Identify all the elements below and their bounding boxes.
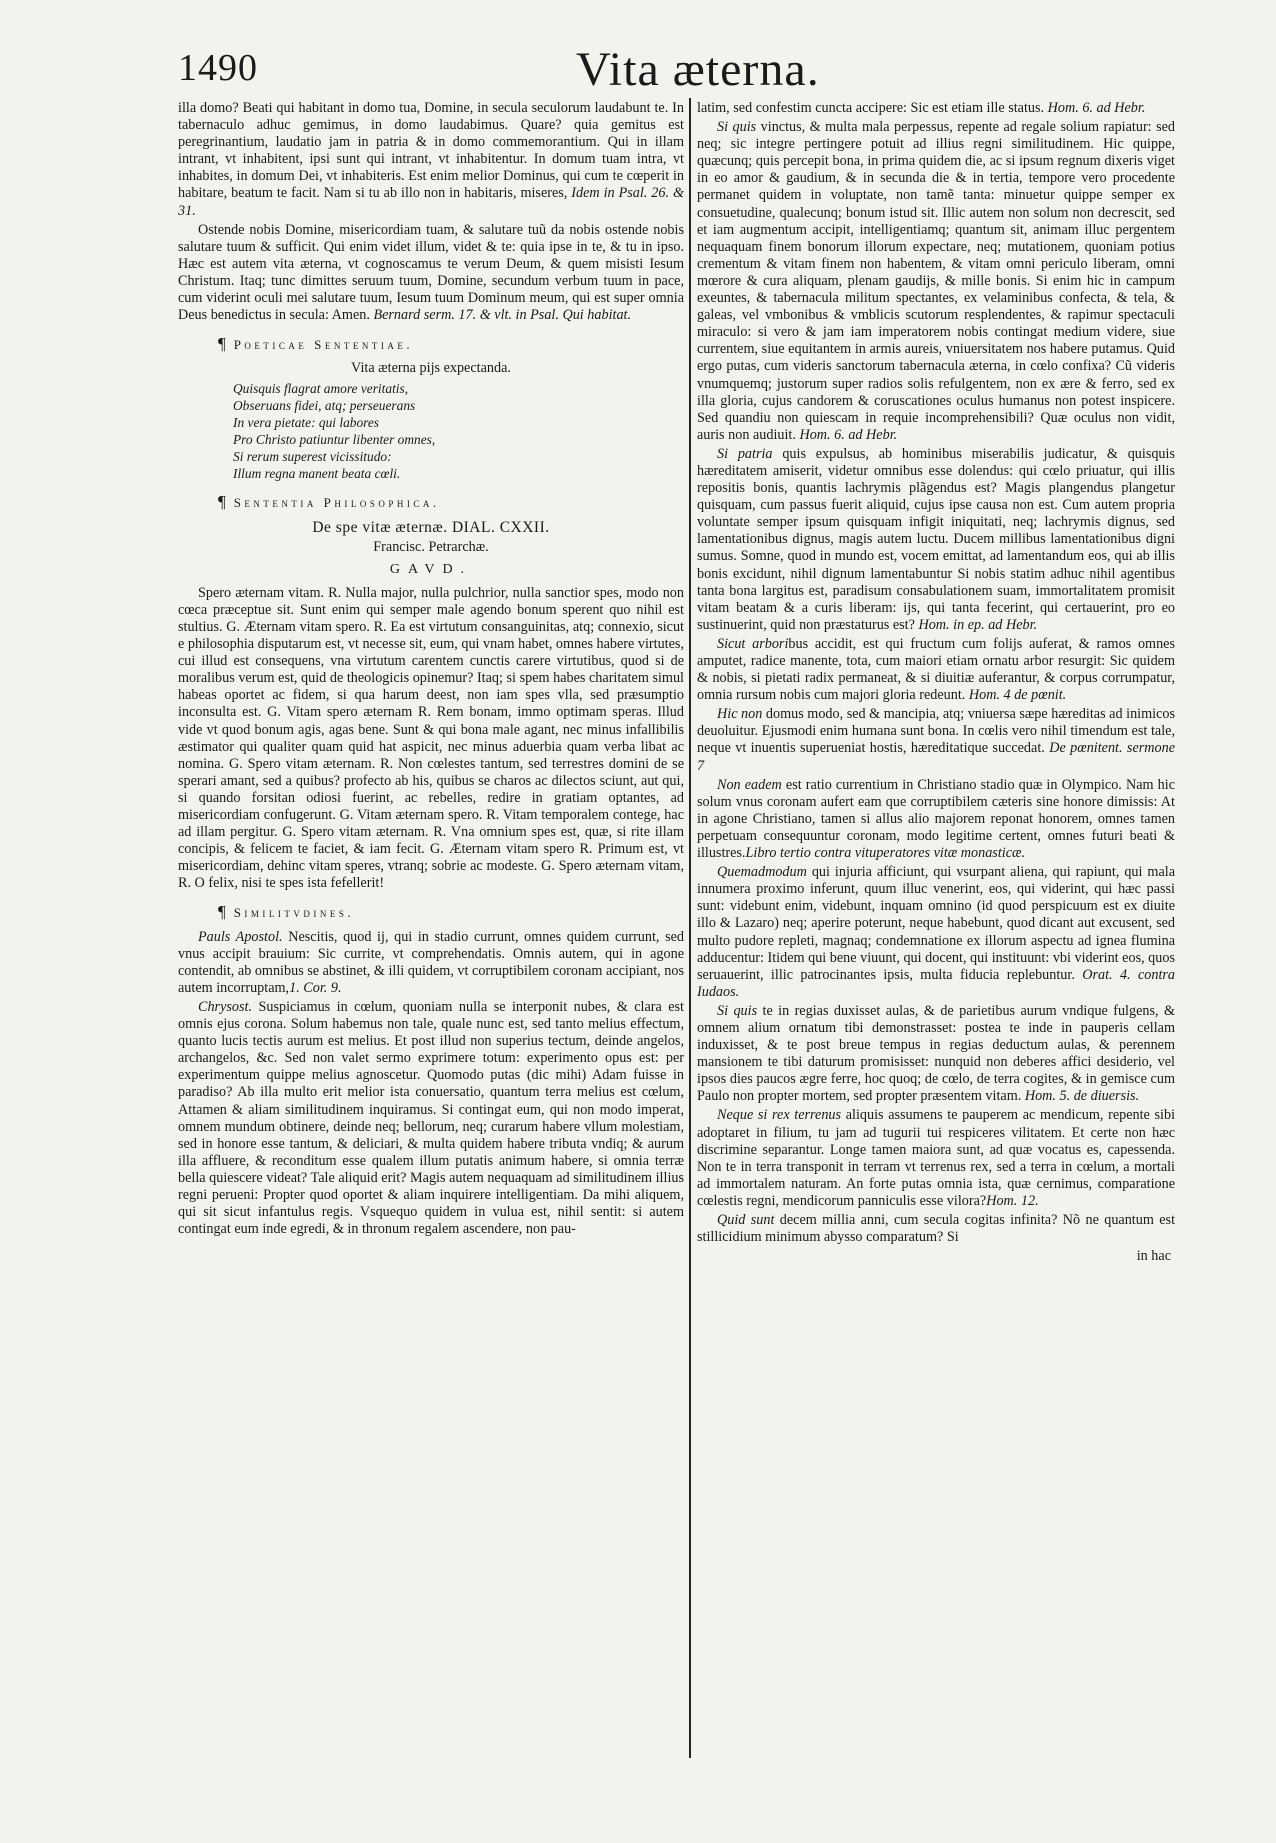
citation: Hom. 6. ad Hebr. [799, 426, 898, 443]
paragraph-text: Ostende nobis Domine, misericordiam tuam, & salutare tuũ da nobis ostende nobis salutare tuum & sufficit. Qui enim videt illum, videt & te: quia ipse in te, & tu in ipso. Hæc est autem vita æterna, vt cognoscamus te verum Deum, & quem misisti Iesum Christum. Itaq; tunc dimittes seruum tuum, Domine, secundum verbum tuum in pace, cum viderint oculi mei salutare tuum, Iesum tuum Dominum meum, qui est super omnia Deus benedictus in secula: Amen. [178, 221, 684, 324]
citation: Hom. 5. de diuersis. [1024, 1088, 1140, 1105]
paragraph [178, 999, 684, 1238]
section-heading-philosophica [218, 493, 684, 511]
poem-line: Illum regna manent beata cœli. [233, 466, 401, 482]
lead-words: Si quis [717, 1002, 758, 1019]
paragraph-text: est ratio currentium in Christiano stadio quæ in Olympico. Nam hic solum vnus coronam aufert eam que corruptibilem cæteris sine honore dimissis: At in agone Christiano, tamen si allus alio majorem reponat honorem, omnes tamen perpetuam consequuntur coronam, modo legitime certent, omnes futuri beati & illustres. [697, 776, 1175, 862]
speaker-heading: GAVD. [389, 561, 473, 577]
paragraph-text: decem millia anni, cum secula cogitas infinita? Nõ ne quantum est stillicidium minimum abysso comparatum? Si [697, 1212, 1176, 1246]
paragraph [697, 446, 1175, 634]
paragraph-text: te in regias duxisset aulas, & de parietibus aurum vndique fulgens, & omnem alium ornatum tibi demonstrasset: postea te inde in pauperis cellam induxisset, & te post breue tempus in regias deductum aulas, & perennem mansionem te tibi daturum promisisset: nunquid non deberes affici desiderio, vel ipsos dies paucos ægre ferre, hoc quoq; de cœlo, de terra cogites, & in gemisce cum Paulo non propter mortem, sed propter præsentem vitam. [697, 1002, 1175, 1105]
lead-words: Hic non [717, 706, 763, 723]
citation: Bernard serm. 17. & vlt. in Psal. Qui habitat. [373, 307, 632, 324]
lead-words: Si patria [717, 445, 773, 462]
citation: 1. Cor. 9. [289, 979, 342, 996]
paragraph [697, 1212, 1175, 1246]
paragraph-text: latim, sed confestim cuncta accipere: Sic est etiam ille status. [697, 100, 1045, 116]
citation: Orat. 4. contra Iudaos. [697, 966, 1176, 1000]
lead-words: Si quis [717, 119, 757, 136]
lead-words: Neque si rex terrenus [717, 1107, 842, 1124]
lead-words: Quid sunt [717, 1212, 775, 1228]
paragraph: Spero æternam vitam. R. Nulla major, nulla pulchrior, nulla sanctior spes, modo non cœca præceptue sit. Sunt enim qui semper male agendo bonum sperent quo nihil est stultius. G. Æternam vitam spero. R. Ea est virtutum consanguinitas, atq; connexio, sicut e philosophia disputarum est, vt necesse sit, eum, qui vnam habet, omnes habere virtutes, cui illud est consequens, vna virtutum carentem cunctis carere virtutibus, quod si de moralibus verum est, quid de theologicis opinemur? Itaq; si spem habes charitatem simul habeas oportet ac fidem, si qua harum deest, non iam spes vlla, sed præsumptio inconsulta est. G. Vitam spero æternam R. Rem bonam, immo optimam speras. Illud vide vt quod bonum agis, agas bene. Sunt & qui bona male agant, nec minus infallibilis æstimator qui qualiter quam quid hat aspicit, nec minus aduerbia quam verba libat ac nomina. G. Spero vitam æternam. R. Non cœlestes tantum, sed terrestres domini de se sperari amant, sed a quibus? profecto ab his, quibus se charos ac dilectos sciunt, aut qui, si quando forsitan odiosi fuerint, ac rebelles, redire in gratiam optantes, ad misericordiam confugerunt. G. Vitam æternam spero. R. Vitam temporalem contege, hac ad illam pergitur. G. Spero vitam æternam. R. Vna omnium spes est, quæ, si rite illam concipis, & felicem te faciet, & iam fecit. G. Æternam vitam spero R. Primum est, vt misericordiam, dehinc vitam speres, vtranq; sobrie ac modeste. G. Spero æternam vitam, R. O felix, nisi te spes ista fefellerit! [178, 584, 684, 892]
paragraph-text: qui injuria afficiunt, qui vsurpant aliena, qui rapiunt, qui mala innumera proximo inferunt, quum illuc venerint, eos, qui viderint, qui hæc passi sunt: videbunt enim, videbunt, inquam omnino (id quod perspicuum est ex diuite illo & Lazaro) neq; aperire poterunt, neque habebunt, quod dicant aut excusent, sed multo pudore repleti, magnaq; condemnatione ex illorum aspectu ad ignea flumina adducentur: Itidem qui bene viuunt, qui docent, qui instituunt: vbi viderint eos, quos seruauerint, illic patrocinantes ipsis, multa fiducia replebuntur. [697, 864, 1175, 983]
section-heading-poeticae [218, 335, 684, 353]
catchword: in hac [1136, 1248, 1171, 1265]
paragraph-text: aliquis assumens te pauperem ac mendicum, repente sibi adoptaret in filium, tu jam ad tugurii tui respiceres vilitatem. Et certe non hæc discrimine separantur. Longe tamen maiora sunt, ad quæ vocatus es, capessenda. Non te in terra transponit in terram vt terrenus rex, sed a terra in cœlum, a mortali ad immortalem naturam. An forte putas omnia ista, quæ cernimus, comparatione cœlestis regni, mendicorum panniculis esse vilora? [697, 1107, 1176, 1209]
poem-line: In vera pietate: qui labores [233, 415, 380, 431]
section-heading-text: Poeticae Sententiae. [233, 337, 414, 353]
section-heading-similitudines [218, 903, 684, 921]
paragraph-text: bus accidit, est qui fructum cum folijs auferat, & ramos omnes amputet, radice manente, tota, cum maiori etiam ornatu arbor resurgit: Sic quidem & nobis, si pietati radix permaneat, & si diuitiæ auferantur, & corpus corrumpatur, omnia rursum nobis cum majori gloria redeunt. [697, 635, 1175, 704]
left-column [178, 100, 684, 1240]
lead-words: Non eadem [717, 776, 782, 793]
poem-title: Vita æterna pijs expectanda. [351, 360, 511, 377]
poem-line: Si rerum superest vicissitudo: [233, 449, 392, 465]
citation: Libro tertio contra vituperatores vitæ monasticæ. [745, 845, 1026, 862]
poem-line: Obseruans fidei, atq; perseuerans [233, 398, 416, 414]
paragraph [697, 706, 1175, 774]
paragraph [697, 864, 1175, 1001]
right-column [697, 100, 1175, 1265]
citation: Hom. 12. [986, 1192, 1039, 1209]
paragraph [178, 222, 684, 325]
poem-line: Quisquis flagrat amore veritatis, [233, 381, 409, 397]
poem-line: Pro Christo patiuntur libenter omnes, [233, 432, 436, 448]
dialogue-title: De spe vitæ æternæ. DIAL. CXXII. [312, 518, 550, 536]
running-title: Vita æterna. [576, 43, 820, 96]
paragraph [697, 100, 1175, 117]
citation: De pœnitent. sermone 7 [697, 740, 1176, 774]
citation: Hom. 6. ad Hebr. [1047, 100, 1146, 116]
page-header [178, 42, 1078, 106]
paragraph-text: domus modo, sed & mancipia, atq; vniuersa sæpe hæreditas ad inimicos deuoluitur. Ejusmodi enim humana sunt bona. In cœlis vero nihil timendum est tale, neque vt inuentis superueniat hostis, hæreditatique succedat. [697, 706, 1175, 757]
pilcrow-icon: ¶ [218, 334, 226, 354]
paragraph-text: vinctus, & multa mala perpessus, repente ad regale solium rapiatur: sed neq; sic integre pertingere potuit ad illius regni similitudinem. Hic quippe, quæcunq; quis percepit bona, in prima quidem die, ac si ipsum regnum dixeris viget in eo amor & gaudium, & in secunda die & in tertia, tempore vero procedente permanet quidem in voluptate, non tamẽ tanta: minuetur quippe semper ex consuetudine, qualecunq; bonum istud sit. Illic autem non solum non decrescit, sed et iam augmentum accipit, intelligentiamq; quantum sit, animam illuc pergentem nequaquam finem bonorum illorum expectare, neq; mutationem, quoniam potius crementum & vitam finem non habentem, & vitam omni periculo liberam, omni mœrore & cura aliquam, plenam gaudijs, & mille bonis. Si enim hic in campum exeuntes, & tabernacula militum spectantes, ex velaminibus confecta, & tela, & galeas, vel vmbonibus & vmblicis scutorum resplendentes, & rapimur spectaculi miraculo: si vero & jam iam imperatorem nobis contingat medium videre, siue currentem, siue equitantem in armis aureis, vniuersitatem nos habere putamus. Quid ergo putas, cum videris sanctorum tabernacula æterna, in cœlo confixa? Cũ videris vnumquemq; justorum super radios solis refulgentem, non ex ære & ferro, sed ex illa gloria, cujus candorem & coruscationes oculus humanus non potest inspicere. Sed quandiu non quiescam in requie incomprehensibili? Quæ oculus non vidit, auris non audiuit. [697, 119, 1176, 443]
lead-words: Sicut arbori [717, 635, 789, 652]
lead-words: Quemadmodum [717, 864, 807, 881]
section-heading-text: Sententia Philosophica. [233, 495, 440, 511]
paragraph [697, 636, 1175, 704]
section-heading-text: Similitvdines. [233, 905, 355, 921]
page-number: 1490 [178, 47, 258, 89]
paragraph [697, 1003, 1175, 1106]
paragraph-text: Nescitis, quod ij, qui in stadio currunt, omnes quidem currunt, sed vnus accipit brauium: Sic currite, vt comprehendatis. Omnis autem, qui in agone contendit, ab omnibus se abstinet, & illi quidem, vt corruptibilem coronam accipiant, nos autem incorruptam, [178, 928, 685, 996]
paragraph [697, 119, 1175, 444]
paragraph-text: illa domo? Beati qui habitant in domo tua, Domine, in secula seculorum laudabunt te. In tabernaculo adhuc gemimus, in domo laudabimus. Quare? quia gemitus est peregrinantium, laudatio jam in patria & in domo commemorantium. Qui in illam intrant, vt inhabitent, ipsi sunt qui intrant, vt inhabitentur. In domum tuam intra, vt inhabites, in domum Dei, vt inhabiteris. Est enim melior Dominus, qui cum te cœperit in habitare, beatum te facit. Nam si tu ab illo non in habitaris, miseres, [178, 100, 684, 202]
citation: Idem in Psal. 26. & 31. [178, 185, 685, 219]
paragraph-text: Suspiciamus in cœlum, quoniam nulla se interponit nubes, & clara est omnis ejus corona. Solum habemus non tale, quale nunc est, sed tanto melius effectum, quanto lucis tectis aurum est melius. Et post illud non superius tectum, deinde angelos, archangelos, &c. Sed non valet sermo exprimere totum: experimento opus est: per experimentum quippe melius agnoscetur. Quomodo putas (dic mihi) Adam fuisse in paradiso? Ab illa multo erit melior ista conuersatio, quantum terra melius est cœlum, Attamen & aliam similitudinem inquiramus. Si contingat eum, qui non modo imperat, omnem mundum obtinere, deinde neq; bellorum, neq; curarum habere vllum molestiam, sed in honore esse tantum, & deliciari, & multa quidem habere tributa vndiq; & aurum illa affluere, & reconditum esse qualem illum putatis animum habere, si omnia terræ bella quiescere videat? Tale aliquid erit? Magis autem nequaquam ad similitudinem illius regni perueni: Propter quod oportet & aliam inquirere intelligentiam. Da mihi aliquem, qui sit sicut infantulus regis. Vsquequo quidem in vulua est, nihil sentit: si autem contingat eum inde egredi, & in thronum regalem ascendere, non pau- [178, 998, 684, 1238]
paragraph [697, 1107, 1175, 1210]
lead-words: Pauls Apostol. [198, 928, 283, 945]
pilcrow-icon: ¶ [218, 902, 226, 922]
paragraph [697, 777, 1175, 862]
author-line: Francisc. Petrarchæ. [373, 538, 489, 555]
citation: Hom. in ep. ad Hebr. [918, 616, 1038, 633]
lead-words: Chrysost. [198, 998, 252, 1015]
column-divider [689, 98, 691, 1758]
citation: Hom. 4 de pœnit. [968, 687, 1067, 704]
poem [233, 380, 684, 482]
paragraph-text: quis expulsus, ab hominibus miserabilis judicatur, & quisquis hæreditatem amiserit, videtur omnibus esse dolendus: qui cœlo priuatur, qui illis repositis bonis, quantis lachrymis plãgendus est? Magis plangendus plangetur quisquam, cum passus fuerit aliquid, cujus ipse causa non est. Cum autem propria voluntate semper ipsum quisquam infigit iniquitati, neq; lachrymis dignus, sed lamentationibus dignus, magis autem luctu. Ducem millibus lamentationibus digni sumus. Somne, quod in mundo est, vocem emittat, ad lamentandum eos, qui ab illis bonis excidunt, nihil dignum lamentabuntur Si nobis statim adhuc nihil agentibus tanta bona largitus est, paradisum consabulationem suam, immortalitatem promisit vitam beatam & a curis liberam: ijs, qui tanta fecerint, qui certauerint, pro eo sustinuerint, quid non præstaturus est? [697, 445, 1175, 633]
paragraph [178, 100, 684, 220]
pilcrow-icon: ¶ [218, 492, 226, 512]
paragraph [178, 929, 684, 997]
